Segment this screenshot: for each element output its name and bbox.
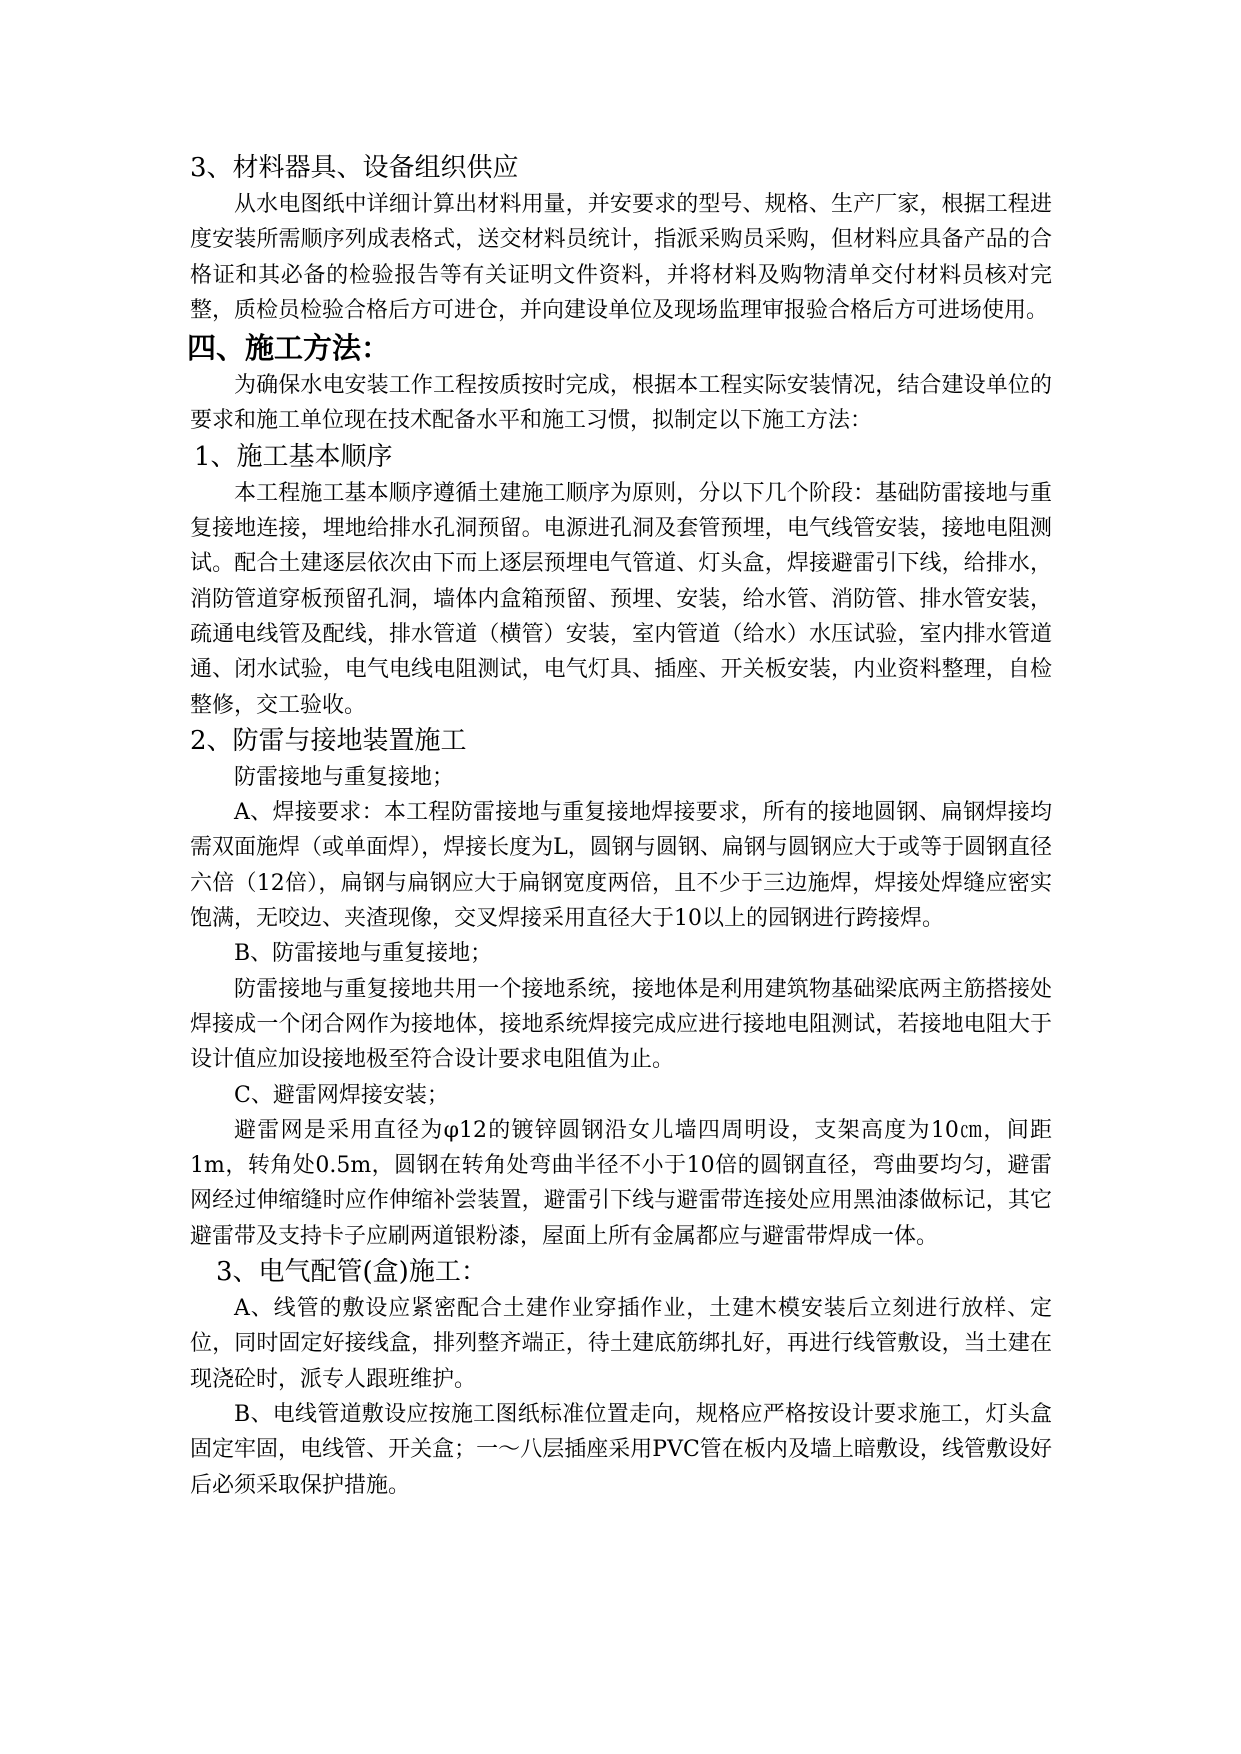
paragraph-shared-grounding: 防雷接地与重复接地共用一个接地系统，接地体是利用建筑物基础梁底两主筋搭接处焊接成一个闭合网作为接地体，接地系统焊接完成应进行接地电阻测试，若接地电阻大于设计值应加设接地极至符合设计要求电阻值为止。 — [190, 976, 1052, 1073]
section-heading-construction-method: 四、施工方法： — [187, 331, 391, 366]
document-body — [187, 150, 1052, 1503]
paragraph-method-intro: 为确保水电安装工作工程按质按时完成，根据本工程实际安装情况，结合建设单位的要求和施工单位现在技术配备水平和施工习惯，拟制定以下施工方法： — [190, 373, 1052, 434]
paragraph-conduit-a: A、线管的敷设应紧密配合土建作业穿插作业，土建木模安装后立刻进行放样、定位，同时固定好接线盒，排列整齐端正，待土建底筋绑扎好，再进行线管敷设，当土建在现浇砼时，派专人跟班维护。 — [190, 1296, 1052, 1392]
subsection-heading-basic-sequence: 1、施工基本顺序 — [194, 441, 393, 472]
paragraph-materials: 从水电图纸中详细计算出材料用量，并安要求的型号、规格、生产厂家，根据工程进度安装所需顺序列成表格式，送交材料员统计，指派采购员采购，但材料应具备产品的合格证和其必备的检验报告等有关证明文件资料，并将材料及购物清单交付材料员核对完整，质检员检验合格后方可进仓，并向建设单位及现场监理审报验合格后方可进场使用。 — [190, 192, 1052, 323]
paragraph-item-c-title: C、避雷网焊接安装； — [234, 1082, 449, 1108]
paragraph-welding-requirements: A、焊接要求：本工程防雷接地与重复接地焊接要求，所有的接地圆钢、扁钢焊接均需双面施焊（或单面焊），焊接长度为L，圆钢与圆钢、扁钢与圆钢应大于或等于圆钢直径六倍（12倍），扁钢与扁钢应大于扁钢宽度两倍，且不少于三边施焊，焊接处焊缝应密实饱满，无咬边、夹渣现像，交叉焊接采用直径大于10以上的园钢进行跨接焊。 — [190, 800, 1052, 932]
paragraph-conduit-b: B、电线管道敷设应按施工图纸标准位置走向，规格应严格按设计要求施工，灯头盒固定牢固，电线管、开关盒；一～八层插座采用PVC管在板内及墙上暗敷设，线管敷设好后必须采取保护措施。 — [190, 1401, 1052, 1498]
paragraph-grounding-title: 防雷接地与重复接地； — [234, 764, 455, 790]
paragraph-item-b-title: B、防雷接地与重复接地； — [234, 941, 493, 967]
subsection-heading-materials: 3、材料器具、设备组织供应 — [190, 153, 519, 183]
subsection-heading-lightning-grounding: 2、防雷与接地装置施工 — [190, 725, 467, 756]
subsection-heading-conduit: 3、电气配管(盒)施工： — [216, 1257, 487, 1288]
paragraph-basic-sequence: 本工程施工基本顺序遵循土建施工顺序为原则，分以下几个阶段：基础防雷接地与重复接地连接，埋地给排水孔洞预留。电源进孔洞及套管预埋，电气线管安装，接地电阻测试。配合土建逐层依次由下而上逐层预埋电气管道、灯头盒，焊接避雷引下线，给排水，消防管道穿板预留孔洞，墙体内盒箱预留、预埋、安装，给水管、消防管、排水管安装，疏通电线管及配线，排水管道（横管）安装，室内管道（给水）水压试验，室内排水管道通、闭水试验，电气电线电阻测试，电气灯具、插座、开关板安装，内业资料整理，自检整修，交工验收。 — [190, 480, 1052, 718]
paragraph-lightning-net: 避雷网是采用直径为φ12的镀锌圆钢沿女儿墙四周明设，支架高度为10㎝，间距1m，转角处0.5m，圆钢在转角处弯曲半径不小于10倍的圆钢直径，弯曲要均匀，避雷网经过伸缩缝时应作伸缩补尝装置，避雷引下线与避雷带连接处应用黑油漆做标记，其它避雷带及支持卡子应刷两道银粉漆，屋面上所有金属都应与避雷带焊成一体。 — [190, 1117, 1052, 1249]
